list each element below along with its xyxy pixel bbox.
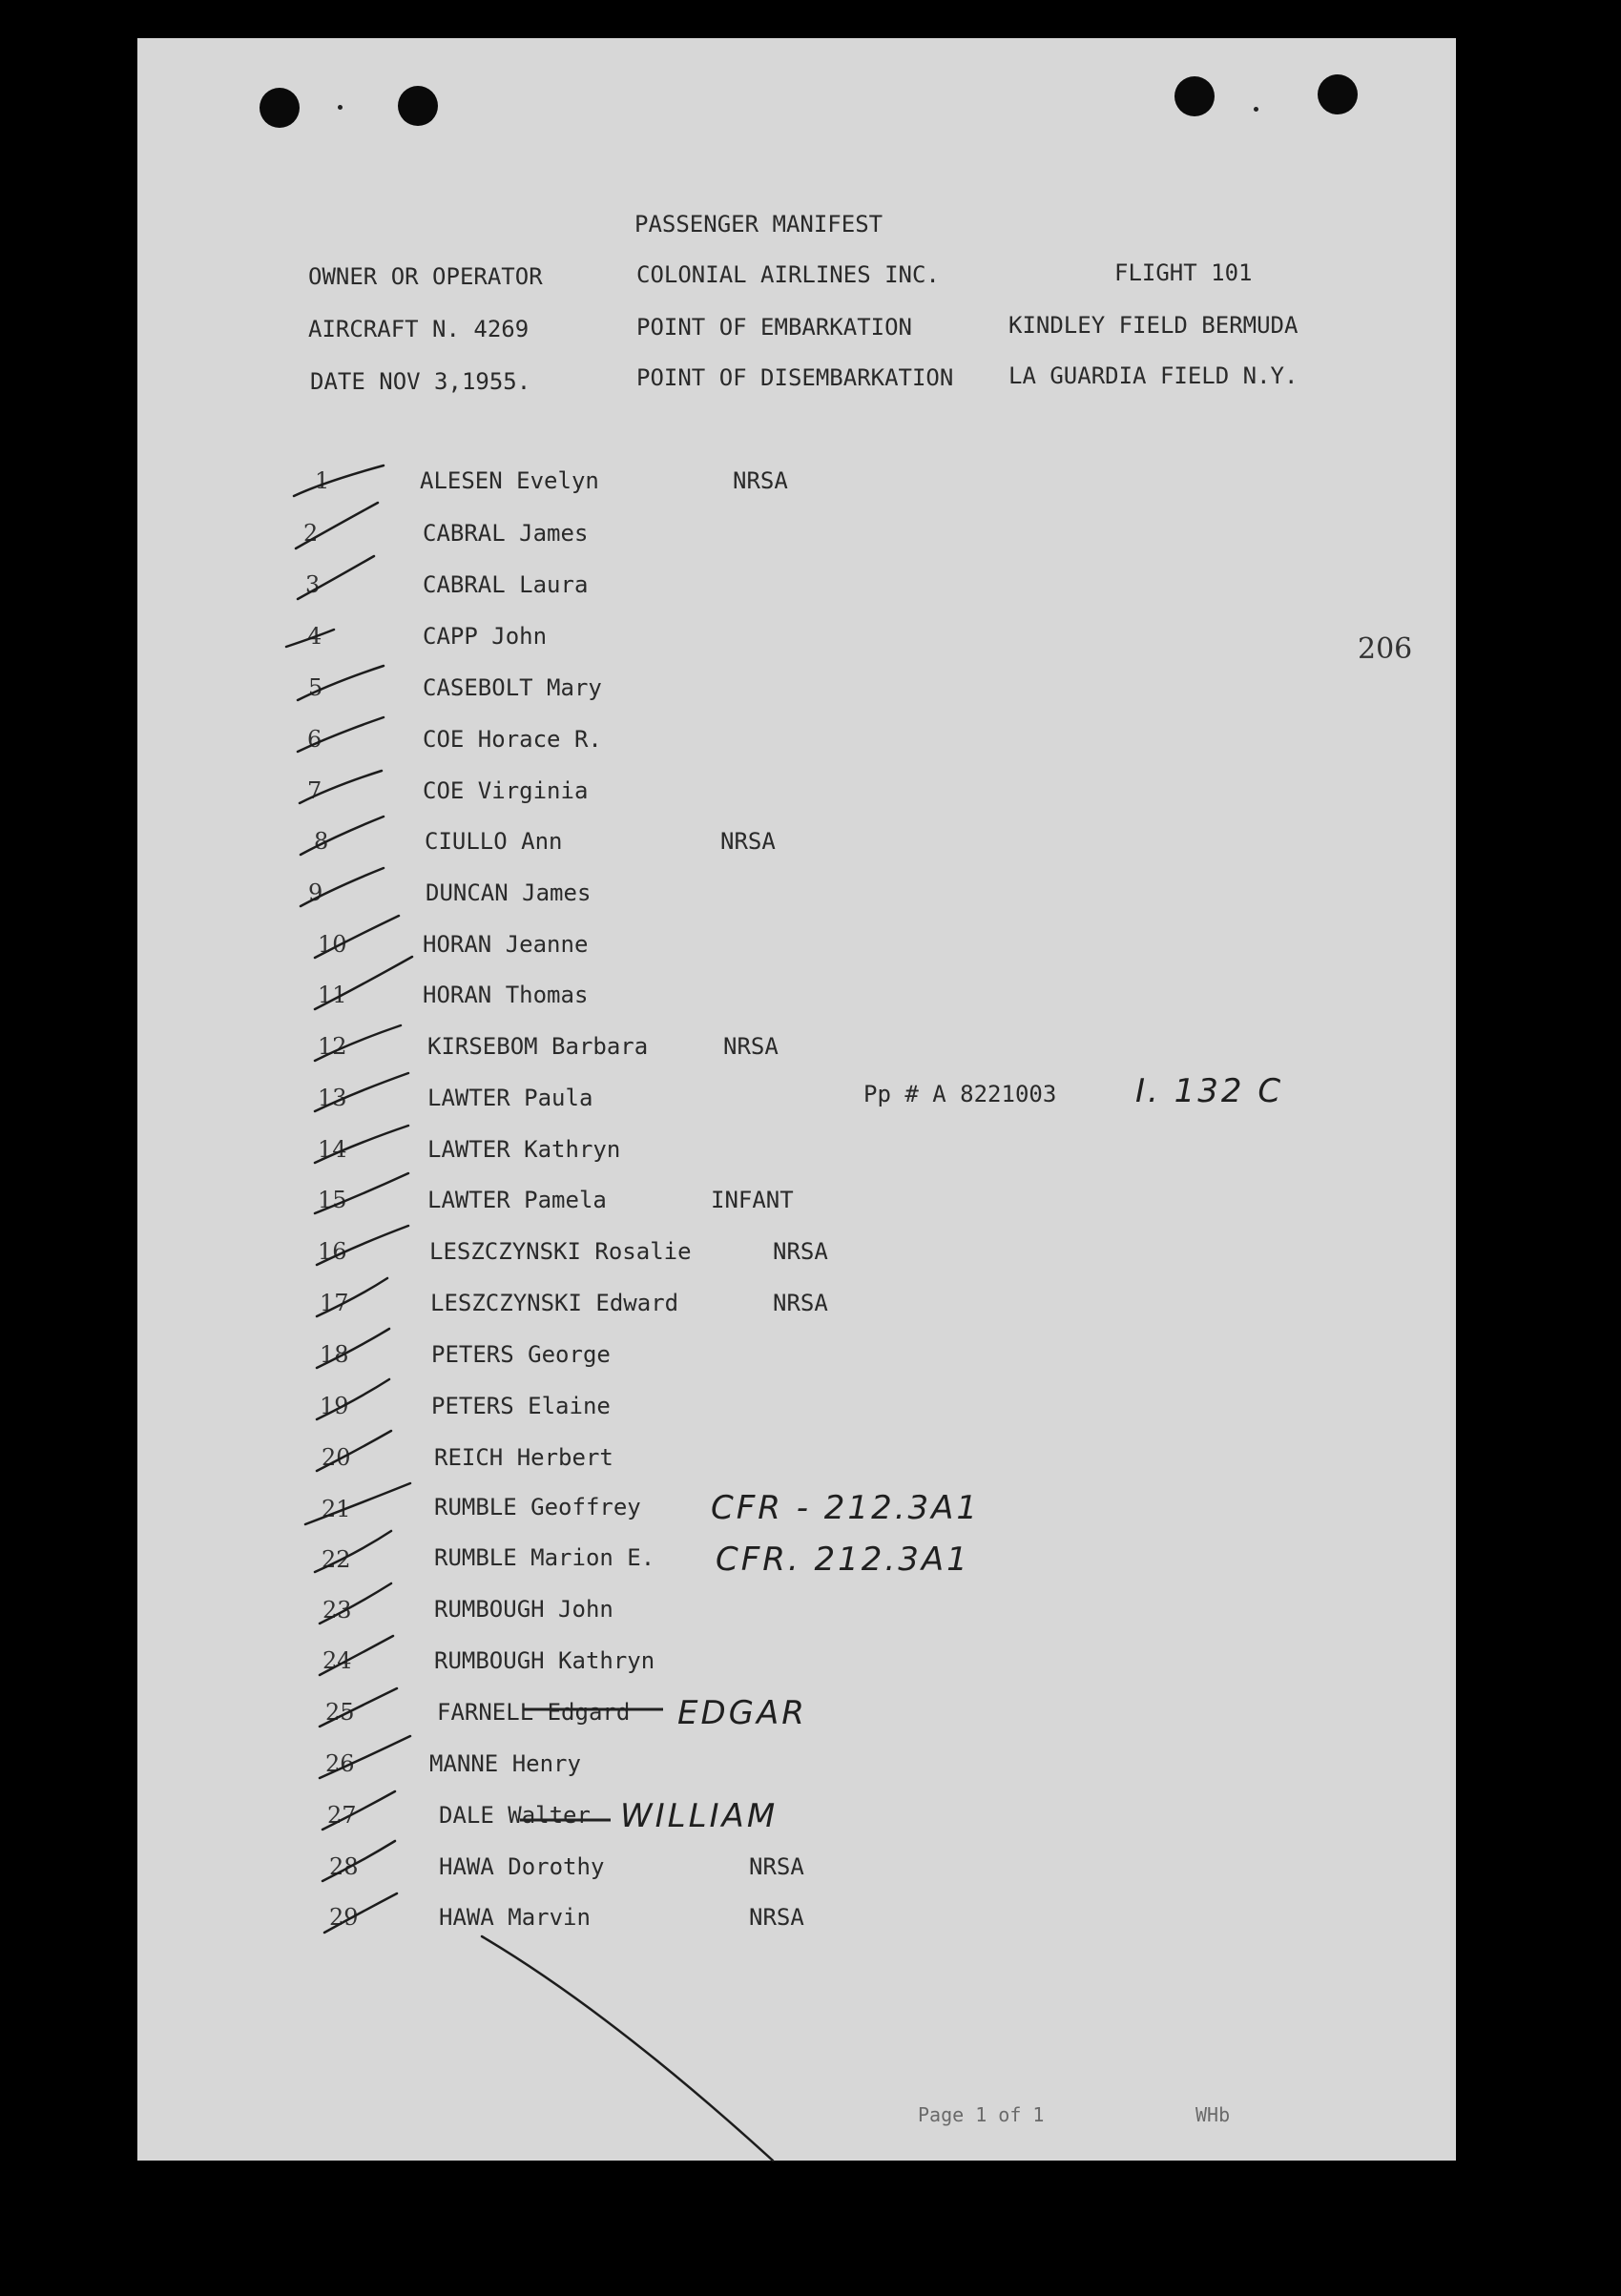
- row-number: 10: [318, 931, 347, 958]
- handwritten-note: CFR - 212.3A1: [711, 1489, 981, 1527]
- row-number: 23: [322, 1597, 352, 1624]
- passenger-name: CABRAL James: [423, 520, 589, 547]
- passenger-note: NRSA: [720, 828, 776, 855]
- passenger-name: PETERS George: [431, 1341, 611, 1368]
- handwritten-note: CFR. 212.3A1: [716, 1541, 970, 1579]
- passenger-name: PETERS Elaine: [431, 1393, 611, 1419]
- row-number: 19: [320, 1393, 349, 1419]
- clerk-initials: WHb: [1195, 2103, 1231, 2126]
- manifest-date: DATE NOV 3,1955.: [310, 368, 531, 395]
- row-number: 24: [322, 1647, 352, 1674]
- passenger-name: HAWA Dorothy: [439, 1853, 605, 1880]
- row-number: 18: [320, 1341, 349, 1368]
- passenger-name: COE Horace R.: [423, 726, 602, 753]
- row-number: 13: [318, 1085, 347, 1111]
- passenger-name: LAWTER Pamela: [427, 1187, 607, 1213]
- row-number: 16: [318, 1238, 347, 1265]
- passenger-name: RUMBOUGH Kathryn: [434, 1647, 655, 1674]
- handwritten-note: I. 132 C: [1135, 1072, 1284, 1110]
- passenger-name: RUMBLE Marion E.: [434, 1544, 655, 1571]
- handwritten-note: EDGAR: [677, 1694, 807, 1732]
- passenger-name: HORAN Thomas: [423, 982, 589, 1008]
- row-number: 17: [320, 1290, 349, 1316]
- row-number: 5: [308, 674, 323, 701]
- punch-hole: [260, 88, 300, 128]
- passenger-name: FARNELL Edgard: [437, 1699, 631, 1726]
- passenger-name: DALE Walter: [439, 1802, 591, 1829]
- row-number: 28: [329, 1853, 359, 1880]
- owner-label: OWNER OR OPERATOR: [308, 263, 543, 290]
- passenger-name: CAPP John: [423, 623, 548, 650]
- passenger-name: LAWTER Paula: [427, 1085, 593, 1111]
- passenger-name: REICH Herbert: [434, 1444, 613, 1471]
- row-number: 14: [318, 1136, 347, 1163]
- punch-hole: [1318, 74, 1358, 114]
- row-number: 7: [307, 777, 322, 804]
- embarkation-value: KINDLEY FIELD BERMUDA: [1008, 312, 1299, 339]
- passenger-name: CIULLO Ann: [425, 828, 563, 855]
- punch-hole: [398, 86, 438, 126]
- punch-dot: [1254, 107, 1258, 112]
- passenger-name: LESZCZYNSKI Rosalie: [429, 1238, 692, 1265]
- row-number: 4: [307, 623, 322, 650]
- passport-number: Pp # A 8221003: [863, 1081, 1057, 1107]
- row-number: 3: [305, 571, 321, 598]
- passenger-name: MANNE Henry: [429, 1750, 581, 1777]
- stamp-number: 206: [1358, 632, 1413, 666]
- passenger-name: ALESEN Evelyn: [420, 467, 599, 494]
- row-number: 8: [314, 828, 329, 855]
- passenger-note: NRSA: [723, 1033, 779, 1060]
- passenger-note: NRSA: [733, 467, 788, 494]
- disembarkation-value: LA GUARDIA FIELD N.Y.: [1008, 362, 1299, 389]
- passenger-name: CABRAL Laura: [423, 571, 589, 598]
- row-number: 21: [322, 1496, 351, 1522]
- passenger-note: NRSA: [773, 1238, 828, 1265]
- punch-hole: [1174, 76, 1215, 116]
- row-number: 20: [322, 1444, 351, 1471]
- row-number: 1: [315, 467, 330, 494]
- disembarkation-label: POINT OF DISEMBARKATION: [636, 364, 954, 391]
- passenger-name: LESZCZYNSKI Edward: [430, 1290, 679, 1316]
- passenger-name: COE Virginia: [423, 777, 589, 804]
- embarkation-label: POINT OF EMBARKATION: [636, 314, 912, 341]
- row-number: 6: [307, 726, 322, 753]
- row-number: 27: [327, 1802, 357, 1829]
- row-number: 11: [318, 982, 347, 1008]
- passenger-name: CASEBOLT Mary: [423, 674, 602, 701]
- flight-number: FLIGHT 101: [1114, 259, 1253, 286]
- passenger-name: KIRSEBOM Barbara: [427, 1033, 649, 1060]
- row-number: 25: [325, 1699, 355, 1726]
- passenger-name: DUNCAN James: [426, 879, 592, 906]
- row-number: 29: [329, 1904, 359, 1931]
- passenger-name: HAWA Marvin: [439, 1904, 591, 1931]
- row-number: 26: [325, 1750, 355, 1777]
- punch-dot: [338, 105, 343, 110]
- passenger-name: RUMBLE Geoffrey: [434, 1494, 641, 1520]
- owner-value: COLONIAL AIRLINES INC.: [636, 261, 940, 288]
- row-number: 2: [303, 520, 319, 547]
- page-indicator: Page 1 of 1: [918, 2103, 1045, 2126]
- aircraft-number: AIRCRAFT N. 4269: [308, 316, 530, 342]
- passenger-note: NRSA: [749, 1853, 804, 1880]
- handwritten-note: WILLIAM: [620, 1797, 779, 1835]
- passenger-name: RUMBOUGH John: [434, 1596, 613, 1623]
- passenger-note: NRSA: [773, 1290, 828, 1316]
- row-number: 12: [318, 1033, 347, 1060]
- passenger-name: HORAN Jeanne: [423, 931, 589, 958]
- passenger-note: NRSA: [749, 1904, 804, 1931]
- row-number: 15: [318, 1187, 347, 1213]
- row-number: 9: [308, 879, 323, 906]
- row-number: 22: [322, 1546, 351, 1573]
- manifest-title: PASSENGER MANIFEST: [634, 211, 883, 238]
- passenger-note: INFANT: [711, 1187, 794, 1213]
- passenger-name: LAWTER Kathryn: [427, 1136, 621, 1163]
